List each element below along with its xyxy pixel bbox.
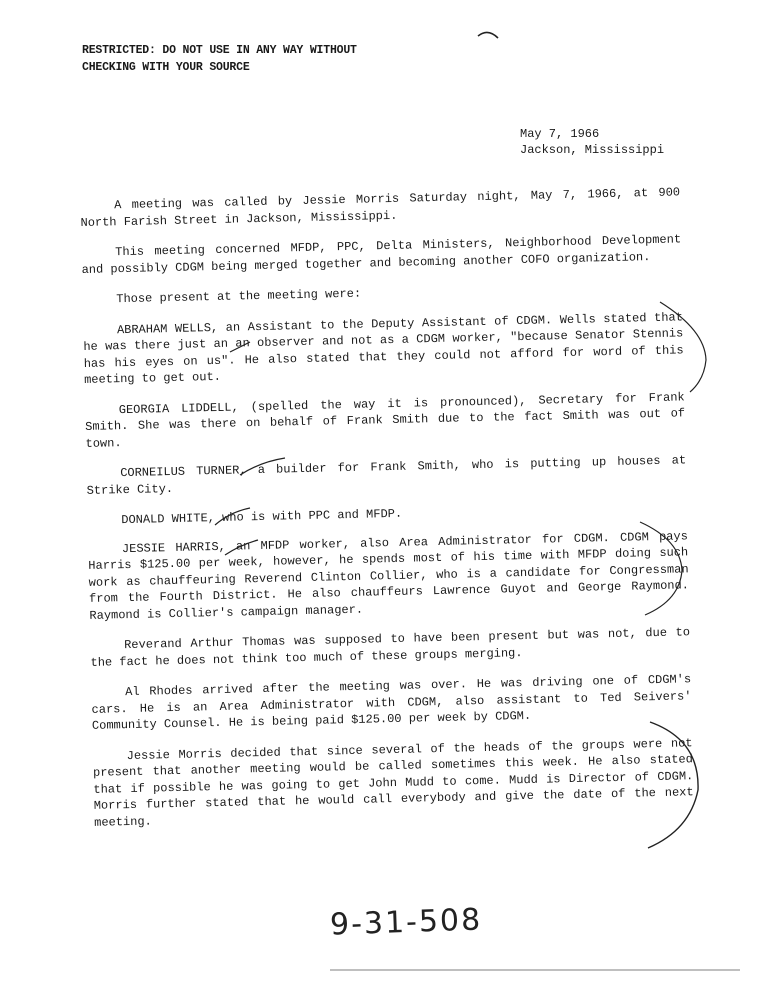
check-mark-3: [215, 508, 250, 525]
paragraph-jessie-morris: Jessie Morris decided that since several of the heads of the groups were not present that another meeting would be called sometimes this week. He also stated that if possible he was going to get John Mudd to come. Mudd is Director of CDGM. Morris further stated that he would call everybody and give the date of the next meeting.: [92, 735, 694, 830]
report-date: May 7, 1966: [520, 127, 600, 141]
paragraph-meeting-concerned: This meeting concerned MFDP, PPC, Delta Ministers, Neighborhood Development and possibly CDGM being merged together and becoming another COFO organization.: [81, 232, 682, 277]
paragraph-arthur-thomas: Reverand Arthur Thomas was supposed to have been present but was not, due to the fact he does not think too much of these groups merging.: [90, 625, 691, 670]
check-mark-1: [230, 342, 250, 352]
restricted-line-2: CHECKING WITH YOUR SOURCE: [82, 61, 250, 74]
paragraph-georgia-liddell: GEORGIA LIDDELL, (spelled the way it is pronounced), Secretary for Frank Smith. She was there on behalf of Frank Smith due to the fact Smith was out of town.: [85, 389, 686, 451]
check-mark-4: [225, 540, 258, 555]
paragraph-those-present: Those present at the meeting were:: [116, 286, 362, 307]
bracket-mark-1: [660, 302, 706, 392]
bracket-mark-3: [648, 722, 698, 848]
corner-mark: [478, 32, 498, 38]
paragraph-donald-white: DONALD WHITE, who is with PPC and MFDP.: [121, 506, 403, 528]
paragraph-abraham-wells: ABRAHAM WELLS, an Assistant to the Deputy Assistant of CDGM. Wells stated that he was there just an an observer and not as a CDGM worker, "because Senator Stennis has his eyes on us". He also stated that they could not afford for word of this meeting to get out.: [83, 309, 684, 387]
check-mark-2: [240, 458, 285, 475]
paragraph-corneilus-turner: CORNEILUS TURNER, a builder for Frank Smith, who is putting up houses at Strike City.: [86, 453, 687, 498]
paragraph-meeting-called: A meeting was called by Jessie Morris Saturday night, May 7, 1966, at 900 North Farish Street in Jackson, Mississippi.: [80, 185, 681, 230]
bracket-mark-2: [640, 522, 682, 615]
restricted-line-1: RESTRICTED: DO NOT USE IN ANY WAY WITHOUT: [82, 44, 357, 57]
paragraph-al-rhodes: Al Rhodes arrived after the meeting was over. He was driving one of CDGM's cars. He is an Area Administrator with CDGM, also assistant to Ted Seivers' Community Counsel. He is being paid $125.00 per week by CDGM.: [91, 672, 692, 733]
handwritten-file-number: 9-31-508: [329, 902, 483, 943]
report-place: Jackson, Mississippi: [520, 143, 665, 157]
paragraph-jessie-harris: JESSIE HARRIS, an MFDP worker, also Area Administrator for CDGM. CDGM pays Harris $125.00 per week, however, he spends most of his time with MFDP doing such work as chauffeuring Reverend Clinton Collier, who is a candidate for Congressman from the Fourth District. He also chauffeurs Lawrence Guyot and George Raymond. Raymond is Collier's campaign manager.: [88, 528, 690, 623]
